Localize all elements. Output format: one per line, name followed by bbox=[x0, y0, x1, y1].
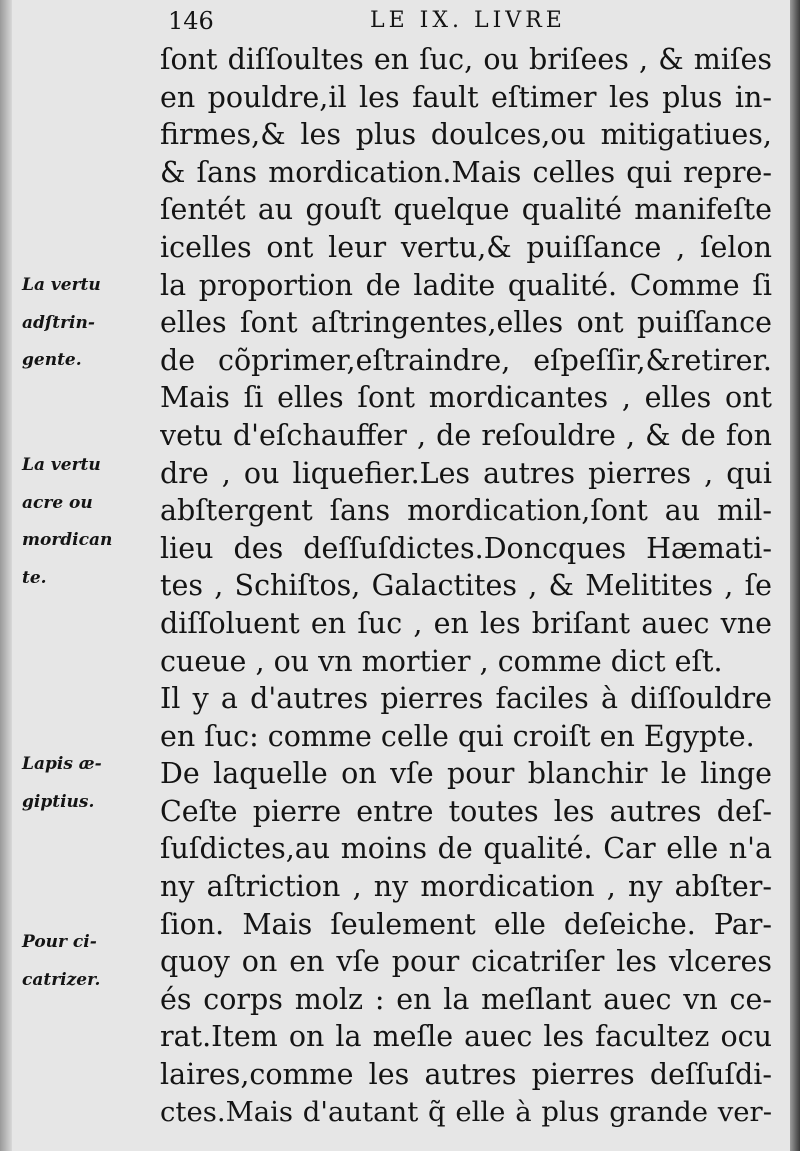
text-line: és corps molz : en la meſlant auec vn ce- bbox=[160, 982, 772, 1016]
margin-note-lapis-aegiptius bbox=[22, 746, 154, 821]
margin-note-line: La vertu bbox=[22, 455, 101, 475]
text-line: diſſoluent en ſuc , en les briſant auec vne bbox=[160, 606, 772, 640]
text-line: & ſans mordication.Mais celles qui repre- bbox=[160, 155, 772, 189]
page-edge-right bbox=[790, 0, 800, 1151]
margin-note-line: mordican bbox=[22, 530, 113, 551]
text-line: de cõprimer,eſtraindre, eſpeſſir,&retirer. bbox=[160, 343, 772, 377]
margin-note-line: La vertu bbox=[22, 275, 101, 295]
text-line: Ceſte pierre entre toutes les autres deſ- bbox=[160, 794, 772, 828]
text-line: ſont diſſoultes en ſuc, ou briſees , & miſes bbox=[160, 43, 772, 76]
text-line: firmes,& les plus doulces,ou mitigatiues, bbox=[160, 118, 772, 152]
running-title: LE IX. LIVRE bbox=[370, 8, 566, 33]
text-line: quoy on en vſe pour cicatriſer les vlceres bbox=[160, 945, 772, 979]
margin-note-line: acre ou bbox=[22, 492, 93, 513]
text-line: vetu d'eſchauffer , de reſouldre , & de fon bbox=[160, 418, 772, 452]
page-number: 146 bbox=[168, 7, 214, 35]
text-line: lieu des deſſuſdictes.Doncques Hæmati- bbox=[160, 531, 772, 565]
text-line: abſtergent ſans mordication,ſont au mil- bbox=[160, 494, 772, 528]
page-gutter-left bbox=[0, 0, 12, 1151]
text-line: ctes.Mais d'autant q̃ elle à plus grande ver- bbox=[160, 1095, 772, 1128]
running-head bbox=[168, 4, 768, 38]
text-line: ſentét au gouſt quelque qualité manifeſte bbox=[160, 193, 772, 227]
text-line: en ſuc: comme celle qui croiſt en Egypte. bbox=[160, 719, 755, 753]
margin-note-pour-cicatrizer bbox=[22, 924, 154, 999]
text-line: la proportion de ladite qualité. Comme ſi bbox=[160, 268, 772, 302]
margin-note-line: giptius. bbox=[22, 791, 95, 812]
text-line: ſuſdictes,au moins de qualité. Car elle n'a bbox=[160, 832, 772, 866]
text-line: ny aſtriction , ny mordication , ny abſter- bbox=[160, 870, 772, 904]
text-line: icelles ont leur vertu,& puiſſance , ſelon bbox=[160, 230, 772, 264]
text-line: Mais ſi elles ſont mordicantes , elles ont bbox=[160, 381, 772, 415]
text-line: cueue , ou vn mortier , comme dict eſt. bbox=[160, 644, 723, 678]
text-line: Il y a d'autres pierres faciles à diſſouldre bbox=[160, 682, 772, 716]
margin-note-line: Pour ci- bbox=[22, 932, 97, 952]
margin-note-vertu-adstringente bbox=[22, 267, 154, 380]
text-line: dre , ou liquefier.Les autres pierres , qui bbox=[160, 456, 772, 490]
margin-note-line: catrizer. bbox=[22, 969, 101, 990]
text-line: ſion. Mais ſeulement elle deſeiche. Par- bbox=[160, 907, 772, 941]
text-line: De laquelle on vſe pour blanchir le linge bbox=[160, 757, 772, 791]
text-line: elles ſont aſtringentes,elles ont puiſſance bbox=[160, 306, 772, 340]
margin-note-line: adſtrin- bbox=[22, 312, 95, 333]
margin-note-line: Lapis æ- bbox=[22, 754, 102, 774]
margin-note-vertu-acre bbox=[22, 447, 154, 597]
margin-note-line: te. bbox=[22, 567, 47, 588]
text-line: rat.Item on la meſle auec les facultez ocu bbox=[160, 1020, 772, 1054]
text-line: tes , Schiſtos, Galactites , & Melitites , ſe bbox=[160, 569, 772, 603]
text-line: laires,comme les autres pierres deſſuſdi- bbox=[160, 1058, 772, 1092]
body-text bbox=[160, 41, 772, 1131]
margin-note-line: gente. bbox=[22, 350, 82, 371]
text-line: en pouldre,il les fault eſtimer les plus in- bbox=[160, 80, 772, 114]
